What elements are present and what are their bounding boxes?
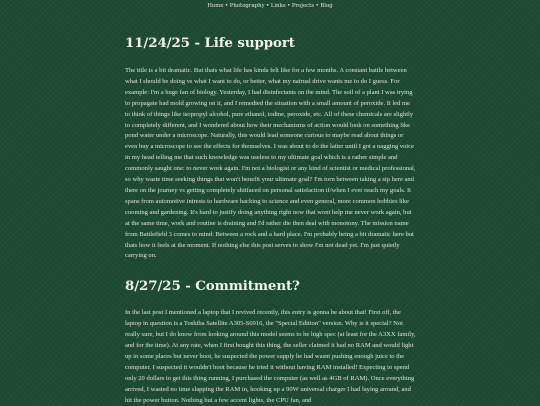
nav-link-blog[interactable]: Blog	[320, 3, 333, 9]
nav-link-home[interactable]: Home	[207, 3, 224, 9]
blog-post	[125, 275, 416, 406]
nav-link-photography[interactable]: Photography	[229, 3, 265, 9]
top-nav	[0, 3, 540, 9]
nav-link-links[interactable]: Links	[270, 3, 286, 9]
post-body: The title is a bit dramatic. But thats what life has kinda felt like for a few months. A constant battle between what I should be doing vs what I want to do, or better, what my natrual drive wants me to do I guess. For example: I'm a huge fan of biology. Yesterday, I had disinfectants on the mind. The soil of a plant I was trying to propagate had mold growing on it, and I remedied the situation with a small amount of peroxide. It led me to think of things like isopropyl alcohol, pure ethanol, iodine, peroxide, etc. All of these chemicals are slightly to completely different, and I wondered about how their mechanisms of action would look on something like pond water under a microscope. Naturally, this would lead someone curious to maybe read about things or even buy a microscope to see the effects for themselves. I was about to do the latter until I got a nagging voice in my head telling me that such knowledge was useless to my ultimate goal which is a rather simple and commonly saught one: to never work again. I'm not a biologist or any kind of scientist or medical professional, so why waste time seeking things that won't benefit your ultimate goal? I'm torn between taking a sip here and there on the journey vs getting completely shitfaced on personal satisfaction if/when I ever reach my goals. It spans from automotive intrests to hardware hacking to science and even general, more common hobbies like cooming and gardening. It's hard to justify doing anything right now that wont help me never work again, but at the same time, work and routine is draining and I'd rather die then deal with monotony. The mission name from Battlefield 3 comes to mind: Between a rock and a hard place. I'm probably being a bit dramatic here but thats how it feels at the moment. If nothing else this post serves to show I'm not dead yet. I'm just quietly carrying on.	[125, 67, 416, 260]
post-title: 11/24/25 - Life support	[125, 35, 295, 51]
nav-separator: •	[287, 3, 291, 9]
nav-separator: •	[266, 3, 270, 9]
nav-separator: •	[315, 3, 319, 9]
blog-post	[125, 32, 416, 262]
blog-content	[125, 32, 416, 406]
nav-link-projects[interactable]: Projects	[291, 3, 315, 9]
nav-separator: •	[225, 3, 229, 9]
post-title: 8/27/25 - Commitment?	[125, 278, 300, 295]
post-body: In the last post I mentioned a laptop that I revived recently, this entry is gonna be about that! First off, the laptop in question is a Toshiba Satellite A305-S6916, the "Special Edition" version. Why is it special? Not really sure, but I do know from looking around this model seems to be high spec (at least for the A3XX family, and for the time). At any rate, when I first bought this thing, the seller claimed it had no RAM and would light up in some places but never boot, he suspected the power supply he had wasnt pushing enough juice to the computer. I suspected it wouldn't boot because he tried it without having RAM installed! Expecting to spend only 20 dollars to get this thing running, I purchased the computer (as well as 4GB of RAM). Once everything arrived, I wasted no time slapping the RAM in, hooking up a 90W universal charger I had laying around, and hit the power button. Nothing but a few accent lights, the CPU fan, and	[125, 309, 416, 404]
